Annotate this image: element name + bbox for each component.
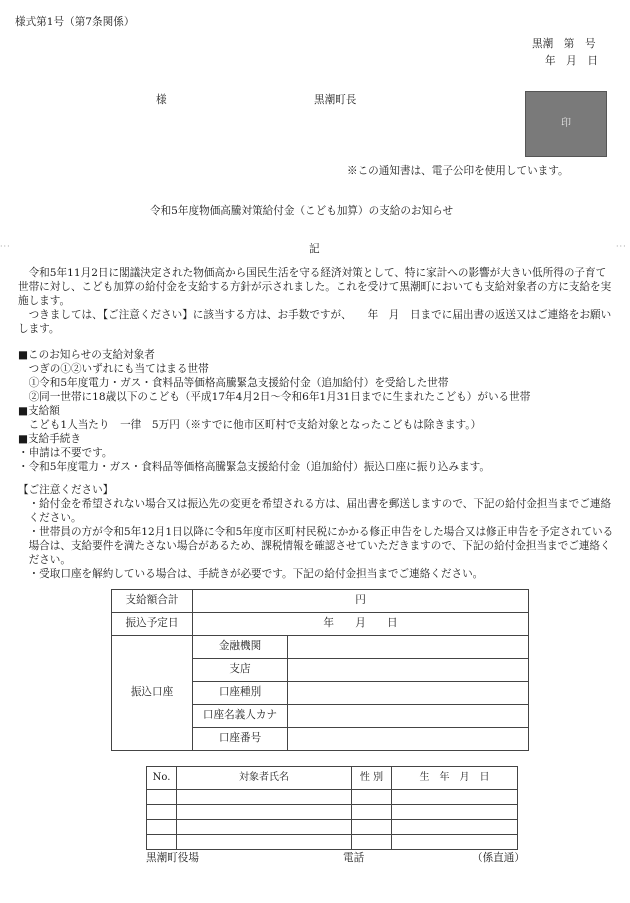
intro-paragraph-1: 令和5年11月2日に閣議決定された物価高から国民生活を守る経済対策として、特に家計への影響が大きい低所得の子育て世帯に対し、こども加算の給付金を支給する方針が示されました。これを受けて黒潮町においても支給対象者の方に支給を実施します。 (18, 267, 612, 307)
official-seal (525, 91, 607, 157)
row-birthdate[interactable] (392, 805, 518, 820)
sections (18, 349, 616, 475)
row-gender[interactable] (352, 790, 392, 805)
row-gender[interactable] (352, 805, 392, 820)
payment-table (111, 589, 529, 751)
row-birthdate[interactable] (392, 820, 518, 835)
header-name: 対象者氏名 (177, 767, 352, 790)
children-table (146, 766, 518, 850)
row-no[interactable] (147, 820, 177, 835)
table-row (147, 805, 518, 820)
footer-phone-label: 電話 (343, 852, 365, 864)
row-gender[interactable] (352, 820, 392, 835)
caution-item: ・給付金を希望されない場合又は振込先の変更を希望される方は、届出書を郵送しますので、下記の給付金担当までご連絡ください。 (28, 497, 612, 524)
table-row (147, 790, 518, 805)
account-field-value[interactable] (288, 728, 529, 751)
footer-direct: （係直通） (472, 852, 525, 864)
account-label: 振込口座 (112, 636, 193, 751)
addressee-suffix: 様 (156, 94, 167, 106)
row-gender[interactable] (352, 835, 392, 850)
row-name[interactable] (177, 835, 352, 850)
caution-item: ・世帯員の方が令和5年12月1日以降に令和5年度市区町村民税にかかる修正申告をした場合又は修正申告を予定されている場合は、支給要件を満たさない場合があるため、課税情報を確認させていただきますので、下記の給付金担当までご連絡ください。 (28, 525, 614, 566)
caution-item: ・受取口座を解約している場合は、手続きが必要です。下記の給付金担当までご連絡ください。 (28, 567, 484, 580)
account-field-label: 支店 (193, 659, 288, 682)
page-title: 令和5年度物価高騰対策給付金（こども加算）の支給のお知らせ (150, 205, 454, 217)
ki-heading: 記 (309, 243, 320, 255)
sender-name: 黒潮町長 (314, 94, 357, 106)
account-field-label: 口座名義人カナ (193, 705, 288, 728)
amount-heading: ■支給額 (18, 404, 60, 417)
account-field-value[interactable] (288, 659, 529, 682)
account-field-label: 口座種別 (193, 682, 288, 705)
procedure-line: ・令和5年度電力・ガス・食料品等価格高騰緊急支援給付金（追加給付）振込口座に振り込みます。 (18, 460, 491, 473)
account-field-label: 金融機関 (193, 636, 288, 659)
account-field-value[interactable] (288, 636, 529, 659)
row-birthdate[interactable] (392, 835, 518, 850)
row-no[interactable] (147, 805, 177, 820)
procedure-line: ・申請は不要です。 (18, 446, 113, 459)
target-line: ②同一世帯に18歳以下のこども（平成17年4月2日～令和6年1月31日までに生まれたこども）がいる世帯 (28, 390, 531, 403)
date-value: 年 月 日 (193, 613, 529, 636)
row-birthdate[interactable] (392, 790, 518, 805)
margin-dots-left: ··· (0, 242, 11, 251)
target-line: ①令和5年度電力・ガス・食料品等価格高騰緊急支援給付金（追加給付）を受給した世帯 (28, 376, 449, 389)
form-id: 様式第1号（第7条関係） (15, 16, 135, 28)
target-heading: ■このお知らせの支給対象者 (18, 349, 155, 361)
footer-office: 黒潮町役場 (146, 852, 199, 864)
total-label: 支給額合計 (112, 590, 193, 613)
target-line: つぎの①②いずれにも当てはまる世帯 (28, 362, 209, 375)
row-name[interactable] (177, 820, 352, 835)
row-no[interactable] (147, 790, 177, 805)
procedure-heading: ■支給手続き (18, 432, 81, 445)
document-number: 黒潮 第 号 (532, 38, 596, 50)
account-field-value[interactable] (288, 682, 529, 705)
row-no[interactable] (147, 835, 177, 850)
caution (18, 484, 616, 582)
account-field-label: 口座番号 (193, 728, 288, 751)
total-value: 円 (193, 590, 529, 613)
row-name[interactable] (177, 805, 352, 820)
date-label: 振込予定日 (112, 613, 193, 636)
document-date: 年 月 日 (545, 55, 598, 67)
amount-line: こども1人当たり 一律 5万円（※すでに他市区町村で支給対象となったこどもは除きます。） (28, 418, 482, 431)
header-birthdate: 生 年 月 日 (392, 767, 518, 790)
table-row (147, 820, 518, 835)
header-no: No. (147, 767, 177, 790)
intro (18, 267, 616, 337)
intro-paragraph-2: つきましては、【ご注意ください】に該当する方は、お手数ですが、 年 月 日までに届出書の返送又はご連絡をお願いします。 (18, 308, 612, 335)
table-row (147, 835, 518, 850)
caution-heading: 【ご注意ください】 (18, 484, 114, 496)
margin-dots-right: ··· (616, 242, 627, 251)
row-name[interactable] (177, 790, 352, 805)
header-gender: 性 別 (352, 767, 392, 790)
account-field-value[interactable] (288, 705, 529, 728)
seal-note: ※この通知書は、電子公印を使用しています。 (347, 165, 569, 177)
seal-label: 印 (561, 118, 571, 130)
